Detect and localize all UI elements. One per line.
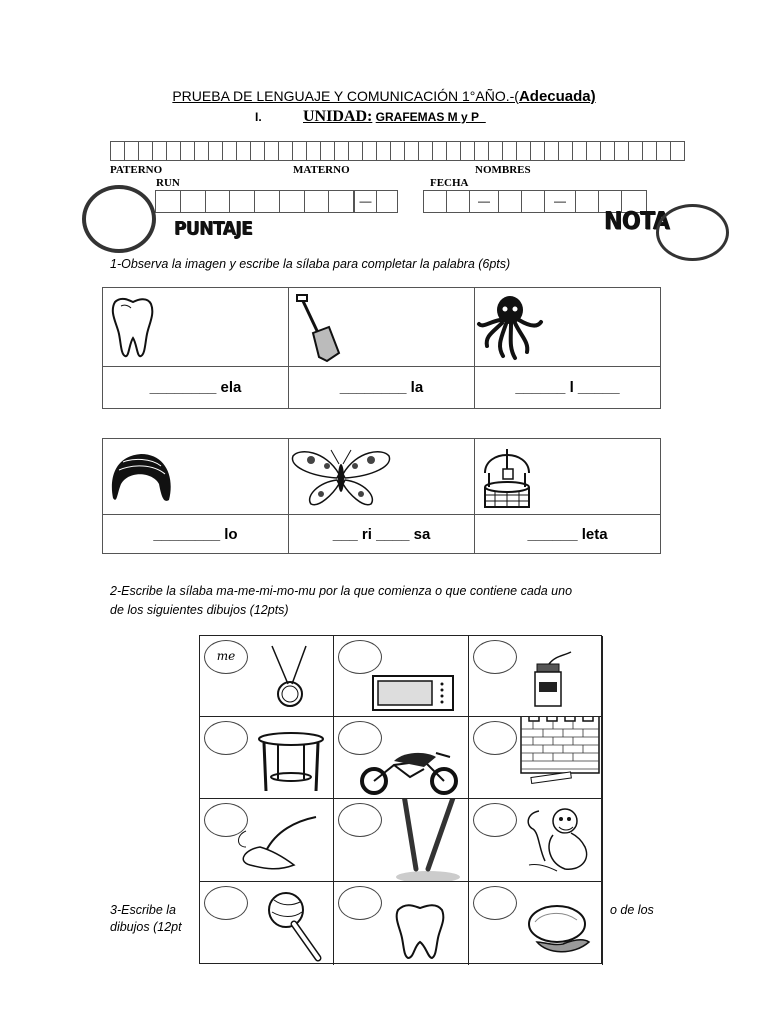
unit-heading: [255, 108, 486, 126]
blank-6[interactable]: ______ leta: [475, 515, 661, 554]
name-boxes[interactable]: [110, 141, 684, 161]
section2-instruction-line2: de los siguientes dibujos (12pts): [110, 603, 289, 617]
medal-icon: [266, 644, 312, 710]
blank-4[interactable]: ________ lo: [103, 515, 289, 554]
table-icon: [256, 731, 326, 793]
name-letter-box[interactable]: [530, 141, 545, 161]
section1-table-1: [102, 287, 661, 409]
run-digit-box[interactable]: [156, 191, 181, 212]
name-letter-box[interactable]: [614, 141, 629, 161]
name-letter-box[interactable]: [390, 141, 405, 161]
name-letter-box[interactable]: [460, 141, 475, 161]
name-letter-box[interactable]: [516, 141, 531, 161]
melon-icon: [523, 902, 595, 958]
well-icon: [475, 443, 539, 511]
grid-cell-maraca: [200, 882, 334, 965]
fecha-month-1[interactable]: [498, 190, 522, 213]
section1-instruction: 1-Observa la imagen y escribe la sílaba para completar la palabra (6pts): [110, 257, 511, 271]
motorcycle-icon: [354, 747, 464, 795]
run-digit-box[interactable]: [206, 191, 231, 212]
answer-oval[interactable]: [338, 640, 382, 674]
puntaje-label: PUNTAJE: [174, 218, 253, 240]
unit-number: I.: [255, 110, 262, 124]
name-letter-box[interactable]: [334, 141, 349, 161]
name-letter-box[interactable]: [600, 141, 615, 161]
answer-oval[interactable]: [473, 886, 517, 920]
name-letter-box[interactable]: [110, 141, 125, 161]
name-letter-box[interactable]: [502, 141, 517, 161]
name-letter-box[interactable]: [320, 141, 335, 161]
name-letter-box[interactable]: [642, 141, 657, 161]
grid-cell-wall: [469, 717, 603, 799]
grid-cell-mop: [200, 799, 334, 882]
crutches-icon: [390, 799, 468, 882]
name-letter-box[interactable]: [222, 141, 237, 161]
answer-oval[interactable]: [204, 886, 248, 920]
name-letter-box[interactable]: [194, 141, 209, 161]
cell-hair: [103, 439, 289, 515]
name-letter-box[interactable]: [166, 141, 181, 161]
grid-cell-table: [200, 717, 334, 799]
fecha-dash-1: —: [469, 190, 499, 213]
fecha-year-1[interactable]: [575, 190, 599, 213]
wall-icon: [519, 717, 601, 789]
octopus-icon: [475, 292, 545, 362]
run-dash: —: [354, 190, 377, 213]
fecha-day-2[interactable]: [446, 190, 470, 213]
puntaje-circle[interactable]: [82, 185, 156, 253]
title-text: PRUEBA DE LENGUAJE Y COMUNICACIÓN 1°AÑO.-(: [172, 88, 519, 104]
cell-octopus: [474, 288, 660, 367]
tooth-icon: [103, 294, 163, 360]
blank-1[interactable]: ________ ela: [103, 367, 289, 409]
name-letter-box[interactable]: [544, 141, 559, 161]
grid-cell-medal: [200, 636, 334, 717]
name-letter-box[interactable]: [306, 141, 321, 161]
syllable-grid: [199, 635, 602, 964]
name-letter-box[interactable]: [404, 141, 419, 161]
molar-icon: [392, 900, 448, 960]
run-check-digit[interactable]: [376, 190, 398, 213]
name-letter-box[interactable]: [628, 141, 643, 161]
name-letter-box[interactable]: [264, 141, 279, 161]
run-label: RUN: [156, 177, 180, 189]
grid-cell-molar: [334, 882, 469, 965]
monkey-icon: [519, 805, 595, 877]
answer-oval[interactable]: [473, 721, 517, 755]
name-letter-box[interactable]: [152, 141, 167, 161]
unit-label: UNIDAD:: [303, 108, 373, 125]
name-letter-box[interactable]: [124, 141, 139, 161]
microwave-icon: [372, 674, 456, 714]
materno-label: MATERNO: [293, 164, 350, 176]
cell-tooth: [103, 288, 289, 367]
answer-oval[interactable]: [338, 803, 382, 837]
title-adapted: Adecuada): [518, 88, 596, 105]
fecha-month-2[interactable]: [521, 190, 545, 213]
answer-oval[interactable]: [473, 803, 517, 837]
run-digits[interactable]: [155, 190, 355, 213]
cell-well: [475, 439, 661, 515]
answer-oval[interactable]: [473, 640, 517, 674]
nombres-label: NOMBRES: [475, 164, 531, 176]
name-letter-box[interactable]: [138, 141, 153, 161]
grid-cell-crutches: [334, 799, 469, 882]
name-letter-box[interactable]: [292, 141, 307, 161]
name-letter-box[interactable]: [376, 141, 391, 161]
hair-icon: [103, 448, 179, 506]
run-boxes[interactable]: [155, 190, 398, 213]
name-letter-box[interactable]: [572, 141, 587, 161]
name-letter-box[interactable]: [586, 141, 601, 161]
name-letter-box[interactable]: [348, 141, 363, 161]
grid-cell-microwave: [334, 636, 469, 717]
name-letter-box[interactable]: [236, 141, 251, 161]
grid-cell-melon: [469, 882, 603, 965]
butterfly-icon: [289, 446, 393, 508]
section3-instruction-left2: dibujos (12pt: [110, 920, 182, 934]
section1-table-2: [102, 438, 661, 554]
section3-instruction-right1: o de los: [610, 903, 654, 917]
answer-oval[interactable]: [338, 886, 382, 920]
name-letter-box[interactable]: [656, 141, 671, 161]
unit-topic: GRAFEMAS M y P_: [375, 110, 486, 124]
section2-instruction-line1: 2-Escribe la sílaba ma-me-mi-mo-mu por la que comienza o que contiene cada uno: [110, 584, 573, 598]
name-letter-box[interactable]: [250, 141, 265, 161]
name-letter-box[interactable]: [278, 141, 293, 161]
run-digit-box[interactable]: [280, 191, 305, 212]
blank-2[interactable]: ________ la: [288, 367, 474, 409]
paterno-label: PATERNO: [110, 164, 163, 176]
name-letter-box[interactable]: [362, 141, 377, 161]
cell-butterfly: [288, 439, 474, 515]
name-letter-box[interactable]: [488, 141, 503, 161]
run-digit-box[interactable]: [255, 191, 280, 212]
maraca-icon: [264, 888, 324, 964]
name-letter-box[interactable]: [558, 141, 573, 161]
page-title: [0, 88, 768, 105]
section3-instruction-left1: 3-Escribe la: [110, 903, 176, 917]
grid-cell-jar: [469, 636, 603, 717]
name-letter-box[interactable]: [474, 141, 489, 161]
mop-icon: [216, 811, 322, 877]
nota-label: NOTA: [604, 207, 670, 236]
answer-oval[interactable]: [204, 721, 248, 755]
cell-shovel: [288, 288, 474, 367]
run-digit-box[interactable]: [329, 191, 354, 212]
name-letter-box[interactable]: [432, 141, 447, 161]
answer-oval[interactable]: me: [204, 640, 248, 674]
fecha-label: FECHA: [430, 177, 469, 189]
name-letter-box[interactable]: [418, 141, 433, 161]
grid-cell-motorcycle: [334, 717, 469, 799]
run-digit-box[interactable]: [181, 191, 206, 212]
name-letter-box[interactable]: [670, 141, 685, 161]
run-digit-box[interactable]: [305, 191, 330, 212]
blank-5[interactable]: ___ ri ____ sa: [288, 515, 474, 554]
blank-3[interactable]: ______ l _____: [474, 367, 660, 409]
shovel-icon: [289, 291, 349, 363]
fecha-dash-2: —: [544, 190, 576, 213]
run-digit-box[interactable]: [230, 191, 255, 212]
nota-circle[interactable]: [656, 204, 729, 261]
name-letter-box[interactable]: [446, 141, 461, 161]
fecha-day-1[interactable]: [423, 190, 447, 213]
jar-icon: [527, 650, 575, 710]
name-letter-box[interactable]: [208, 141, 223, 161]
grid-cell-monkey: [469, 799, 603, 882]
name-letter-box[interactable]: [180, 141, 195, 161]
